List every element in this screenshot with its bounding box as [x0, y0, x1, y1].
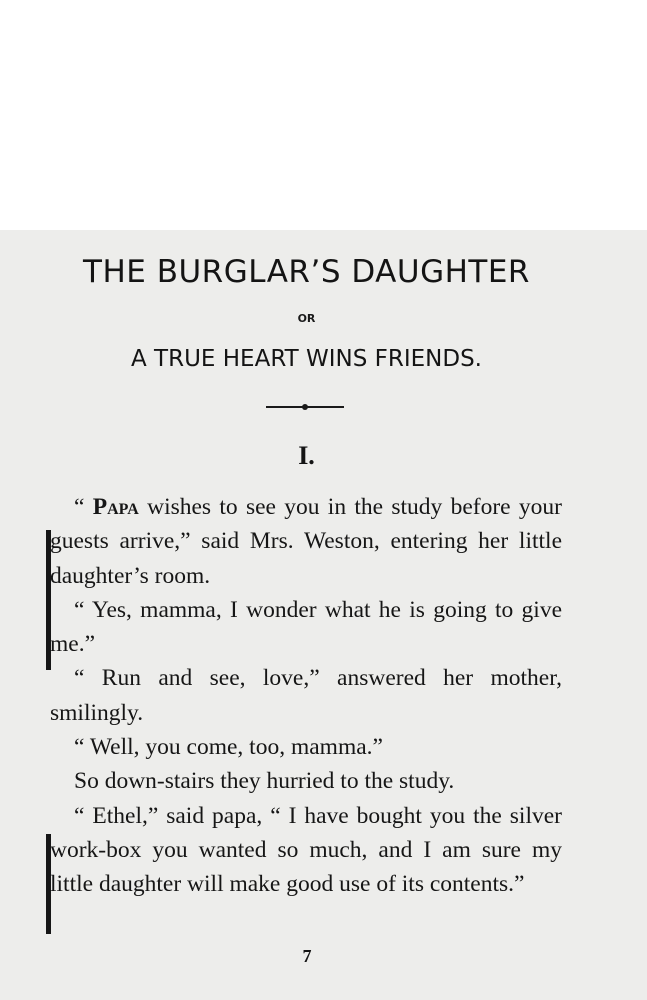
paragraph: “ Run and see, love,” answered her mother, smilingly. — [50, 665, 562, 726]
small-caps-word: Papa — [92, 494, 139, 520]
body-text — [50, 490, 562, 902]
paragraph-lead: “ — [74, 494, 93, 520]
title-connector: OR — [297, 312, 316, 325]
paragraph — [50, 490, 562, 593]
book-page — [0, 230, 647, 1000]
page-number: 7 — [302, 946, 312, 966]
paragraph: “ Yes, mamma, I wonder what he is going to give me.” — [50, 596, 562, 658]
paragraph: So down-stairs they hurried to the study. — [74, 768, 455, 795]
paragraph: “ Well, you come, too, mamma.” — [74, 734, 383, 761]
paragraph-text: wishes to see you in the study before your guests arrive,” said Mrs. Weston, entering her little daughter’s room. — [50, 494, 562, 589]
page-title: THE BURGLAR’S DAUGHTER — [83, 254, 530, 290]
ornamental-rule-dot — [302, 404, 308, 410]
page-subtitle: A TRUE HEART WINS FRIENDS. — [131, 346, 482, 372]
chapter-number: I. — [298, 441, 315, 470]
paragraph: “ Ethel,” said papa, “ I have bought you the silver work-box you wanted so much, and I am sure my little daughter will make good use of its contents.” — [50, 802, 562, 898]
